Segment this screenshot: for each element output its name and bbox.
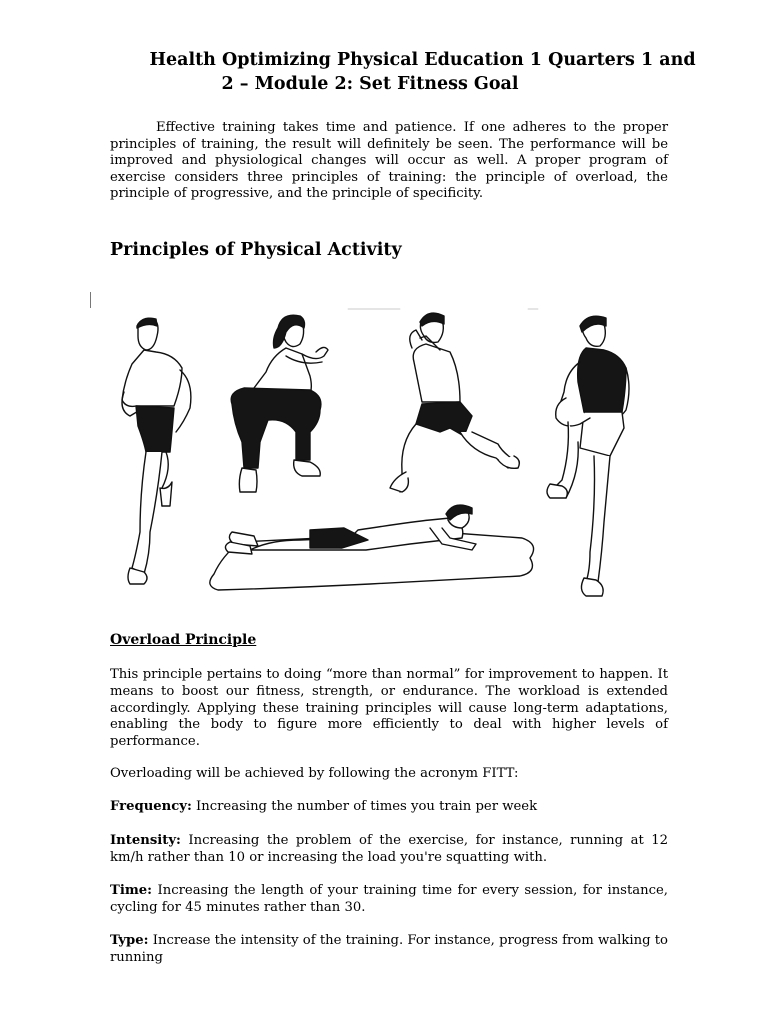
fitt-item-type xyxy=(110,933,668,967)
fitt-term: Time: xyxy=(110,883,153,898)
document-title xyxy=(100,48,720,96)
fitt-text: Increasing the number of times you train per week xyxy=(191,799,538,814)
title-line-2: 2 – Module 2: Set Fitness Goal xyxy=(221,74,519,94)
squat-figure xyxy=(231,315,328,492)
fitt-text: Increasing the problem of the exercise, for instance, running at 12 km/h rather than 10 or increasing the load you're squatting with. xyxy=(110,833,668,865)
fitt-item-intensity xyxy=(110,833,668,867)
overload-paragraph: This principle pertains to doing “more than normal” for improvement to happen. It means to boost our fitness, strength, or endurance. The workload is extended accordingly. Applying these training principles will cause long-term adaptations, enabling the body to figure more efficiently to deal with higher levels of performance. xyxy=(110,667,668,750)
fitt-term: Type: xyxy=(110,933,149,948)
title-line-1: Health Optimizing Physical Education 1 Quarters 1 and xyxy=(149,50,696,70)
fitt-text: Increase the intensity of the training. For instance, progress from walking to running xyxy=(110,933,668,965)
fitt-text: Increasing the length of your training time for every session, for instance, cycling for 45 minutes rather than 30. xyxy=(110,883,668,915)
knee-hug-figure xyxy=(547,316,629,596)
intro-paragraph: Effective training takes time and patience. If one adheres to the proper principles of training, the result will definitely be seen. The performance will be improved and physiological changes will occur as well. A proper program of exercise considers three principles of training: the principle of overload, the principle of progressive, and the principle of specificity. xyxy=(110,120,668,202)
exercise-illustration xyxy=(110,292,670,610)
runner-figure xyxy=(122,318,191,584)
fitt-intro: Overloading will be achieved by following the acronym FITT: xyxy=(110,766,519,781)
overload-heading: Overload Principle xyxy=(110,632,257,648)
lunge-figure xyxy=(390,313,519,492)
text-cursor xyxy=(90,292,91,308)
plank-figure xyxy=(210,505,534,590)
fitt-item-frequency xyxy=(110,799,668,816)
fitt-item-time xyxy=(110,883,668,917)
fitt-term: Intensity: xyxy=(110,833,181,848)
fitt-term: Frequency: xyxy=(110,799,192,814)
section-heading: Principles of Physical Activity xyxy=(110,240,402,260)
